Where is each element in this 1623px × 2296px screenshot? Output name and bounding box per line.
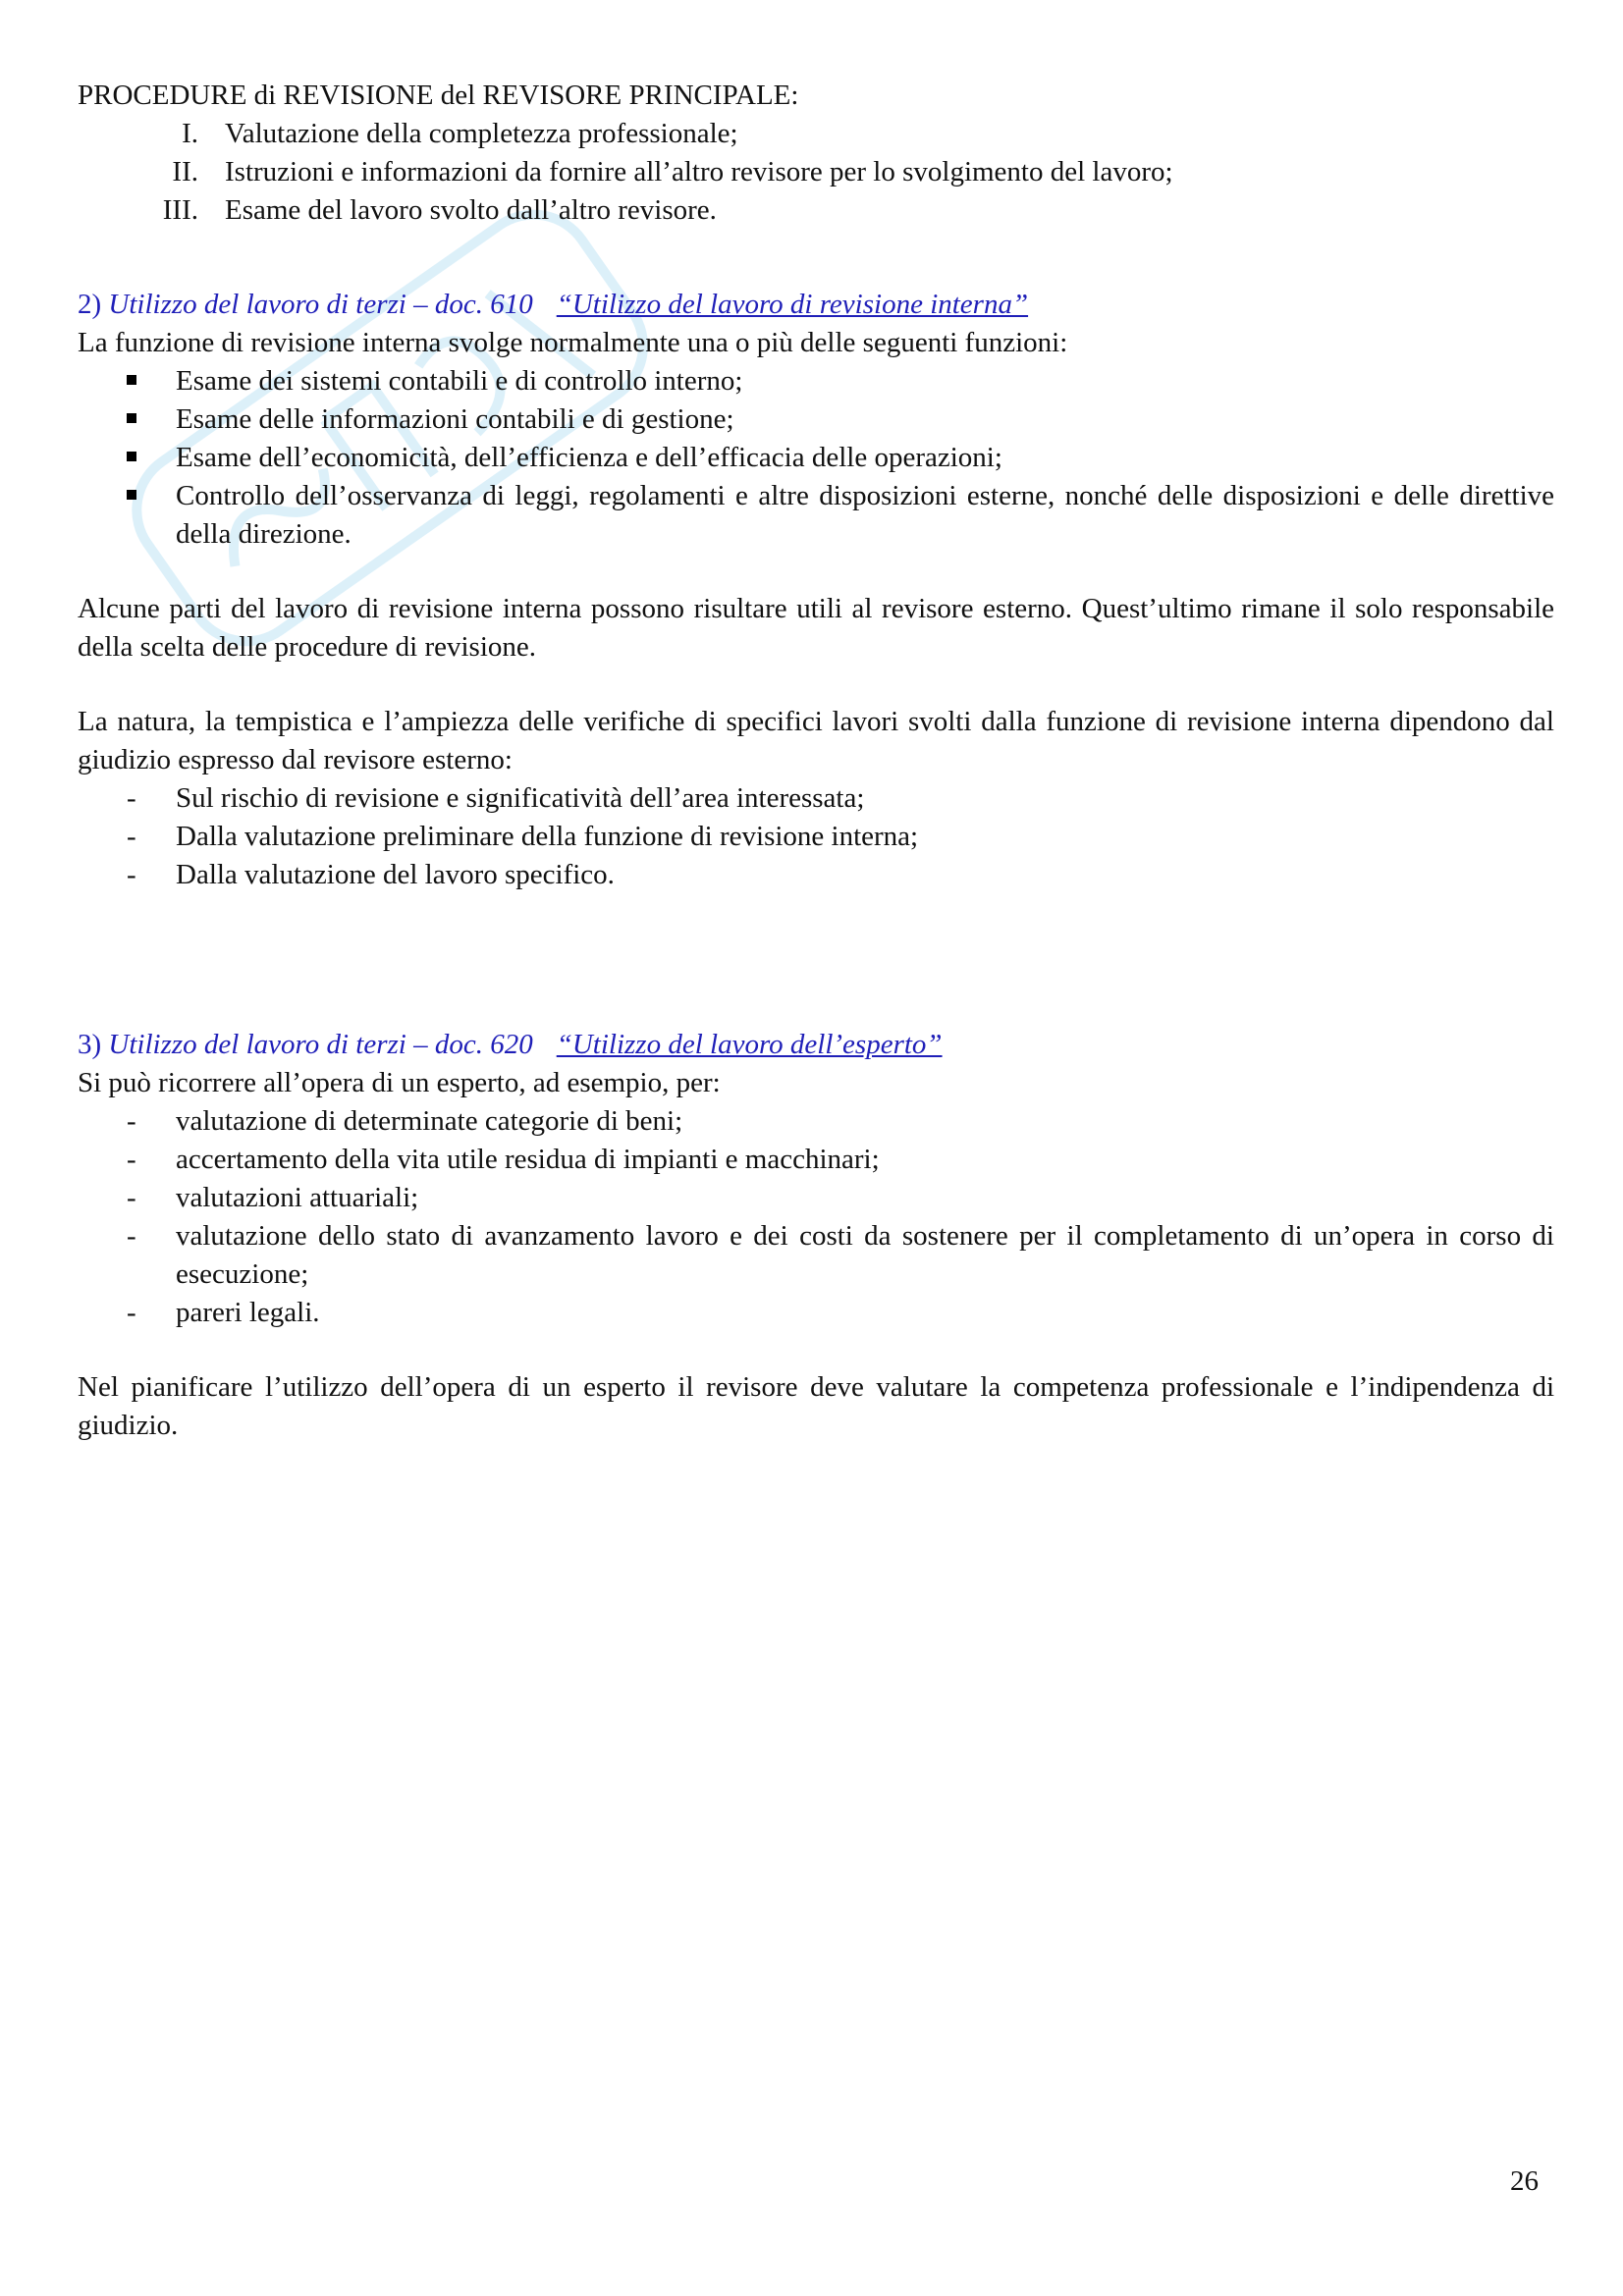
list-item: Esame dell’economicità, dell’efficienza e dell’efficacia delle operazioni; (78, 439, 1554, 477)
list-item: - Dalla valutazione preliminare della funzione di revisione interna; (127, 821, 919, 852)
document-page (78, 77, 1554, 1445)
section-2-intro: La funzione di revisione interna svolge normalmente una o più delle seguenti funzioni: (78, 327, 1068, 358)
section-2-dash-list (78, 779, 1554, 894)
list-item: - valutazione dello stato di avanzamento lavoro e dei costi da sostenere per il completamento di un’opera in corso di esecuzione; (127, 1220, 1554, 1290)
list-item: - valutazioni attuariali; (127, 1182, 419, 1213)
list-item: - Sul rischio di revisione e significatività dell’area interessata; (127, 782, 865, 814)
procedure-list (78, 115, 1554, 230)
list-item: I. Valutazione della completezza professionale; (182, 118, 738, 149)
section-2-paragraph-2: La natura, la tempistica e l’ampiezza delle verifiche di specifici lavori svolti dalla funzione di revisione interna dipendono dal giudizio espresso dal revisore esterno: (78, 706, 1554, 775)
section-3-title-link[interactable]: “Utilizzo del lavoro dell’esperto” (556, 1029, 943, 1060)
square-bullet-icon (127, 490, 136, 500)
section-3-dash-list (78, 1102, 1554, 1332)
section-3-intro: Si può ricorrere all’opera di un esperto, ad esempio, per: (78, 1067, 721, 1098)
list-item: II. Istruzioni e informazioni da fornire all’altro revisore per lo svolgimento del lavoro; (172, 156, 1173, 187)
section-3-heading: 3) Utilizzo del lavoro di terzi – doc. 620 “Utilizzo del lavoro dell’esperto” (78, 1029, 943, 1060)
section-3-paragraph: Nel pianificare l’utilizzo dell’opera di un esperto il revisore deve valutare la competenza professionale e l’indipendenza di giudizio. (78, 1371, 1554, 1441)
list-item: - accertamento della vita utile residua di impianti e macchinari; (127, 1144, 880, 1175)
section-2-paragraph-1: Alcune parti del lavoro di revisione interna possono risultare utili al revisore esterno. Quest’ultimo rimane il solo responsabile della scelta delle procedure di revisione. (78, 593, 1554, 663)
square-bullet-icon (127, 375, 136, 385)
list-item: Esame delle informazioni contabili e di gestione; (78, 400, 1554, 439)
square-bullet-icon (127, 452, 136, 461)
page-number: 26 (1510, 2165, 1539, 2197)
list-item: - Dalla valutazione del lavoro specifico. (127, 859, 615, 890)
section-2-title-link[interactable]: “Utilizzo del lavoro di revisione interna” (556, 289, 1029, 320)
list-item: - pareri legali. (127, 1297, 320, 1328)
section-2-heading: 2) Utilizzo del lavoro di terzi – doc. 610 “Utilizzo del lavoro di revisione interna” (78, 289, 1029, 320)
list-item: - valutazione di determinate categorie di beni; (127, 1105, 683, 1137)
section-2-bullet-list (78, 362, 1554, 554)
procedure-title: PROCEDURE di REVISIONE del REVISORE PRINCIPALE: (78, 80, 799, 111)
list-item: Controllo dell’osservanza di leggi, regolamenti e altre disposizioni esterne, nonché delle disposizioni e delle direttive della direzione. (78, 477, 1554, 554)
list-item: III. Esame del lavoro svolto dall’altro revisore. (162, 194, 717, 226)
square-bullet-icon (127, 413, 136, 423)
list-item: Esame dei sistemi contabili e di controllo interno; (78, 362, 1554, 400)
